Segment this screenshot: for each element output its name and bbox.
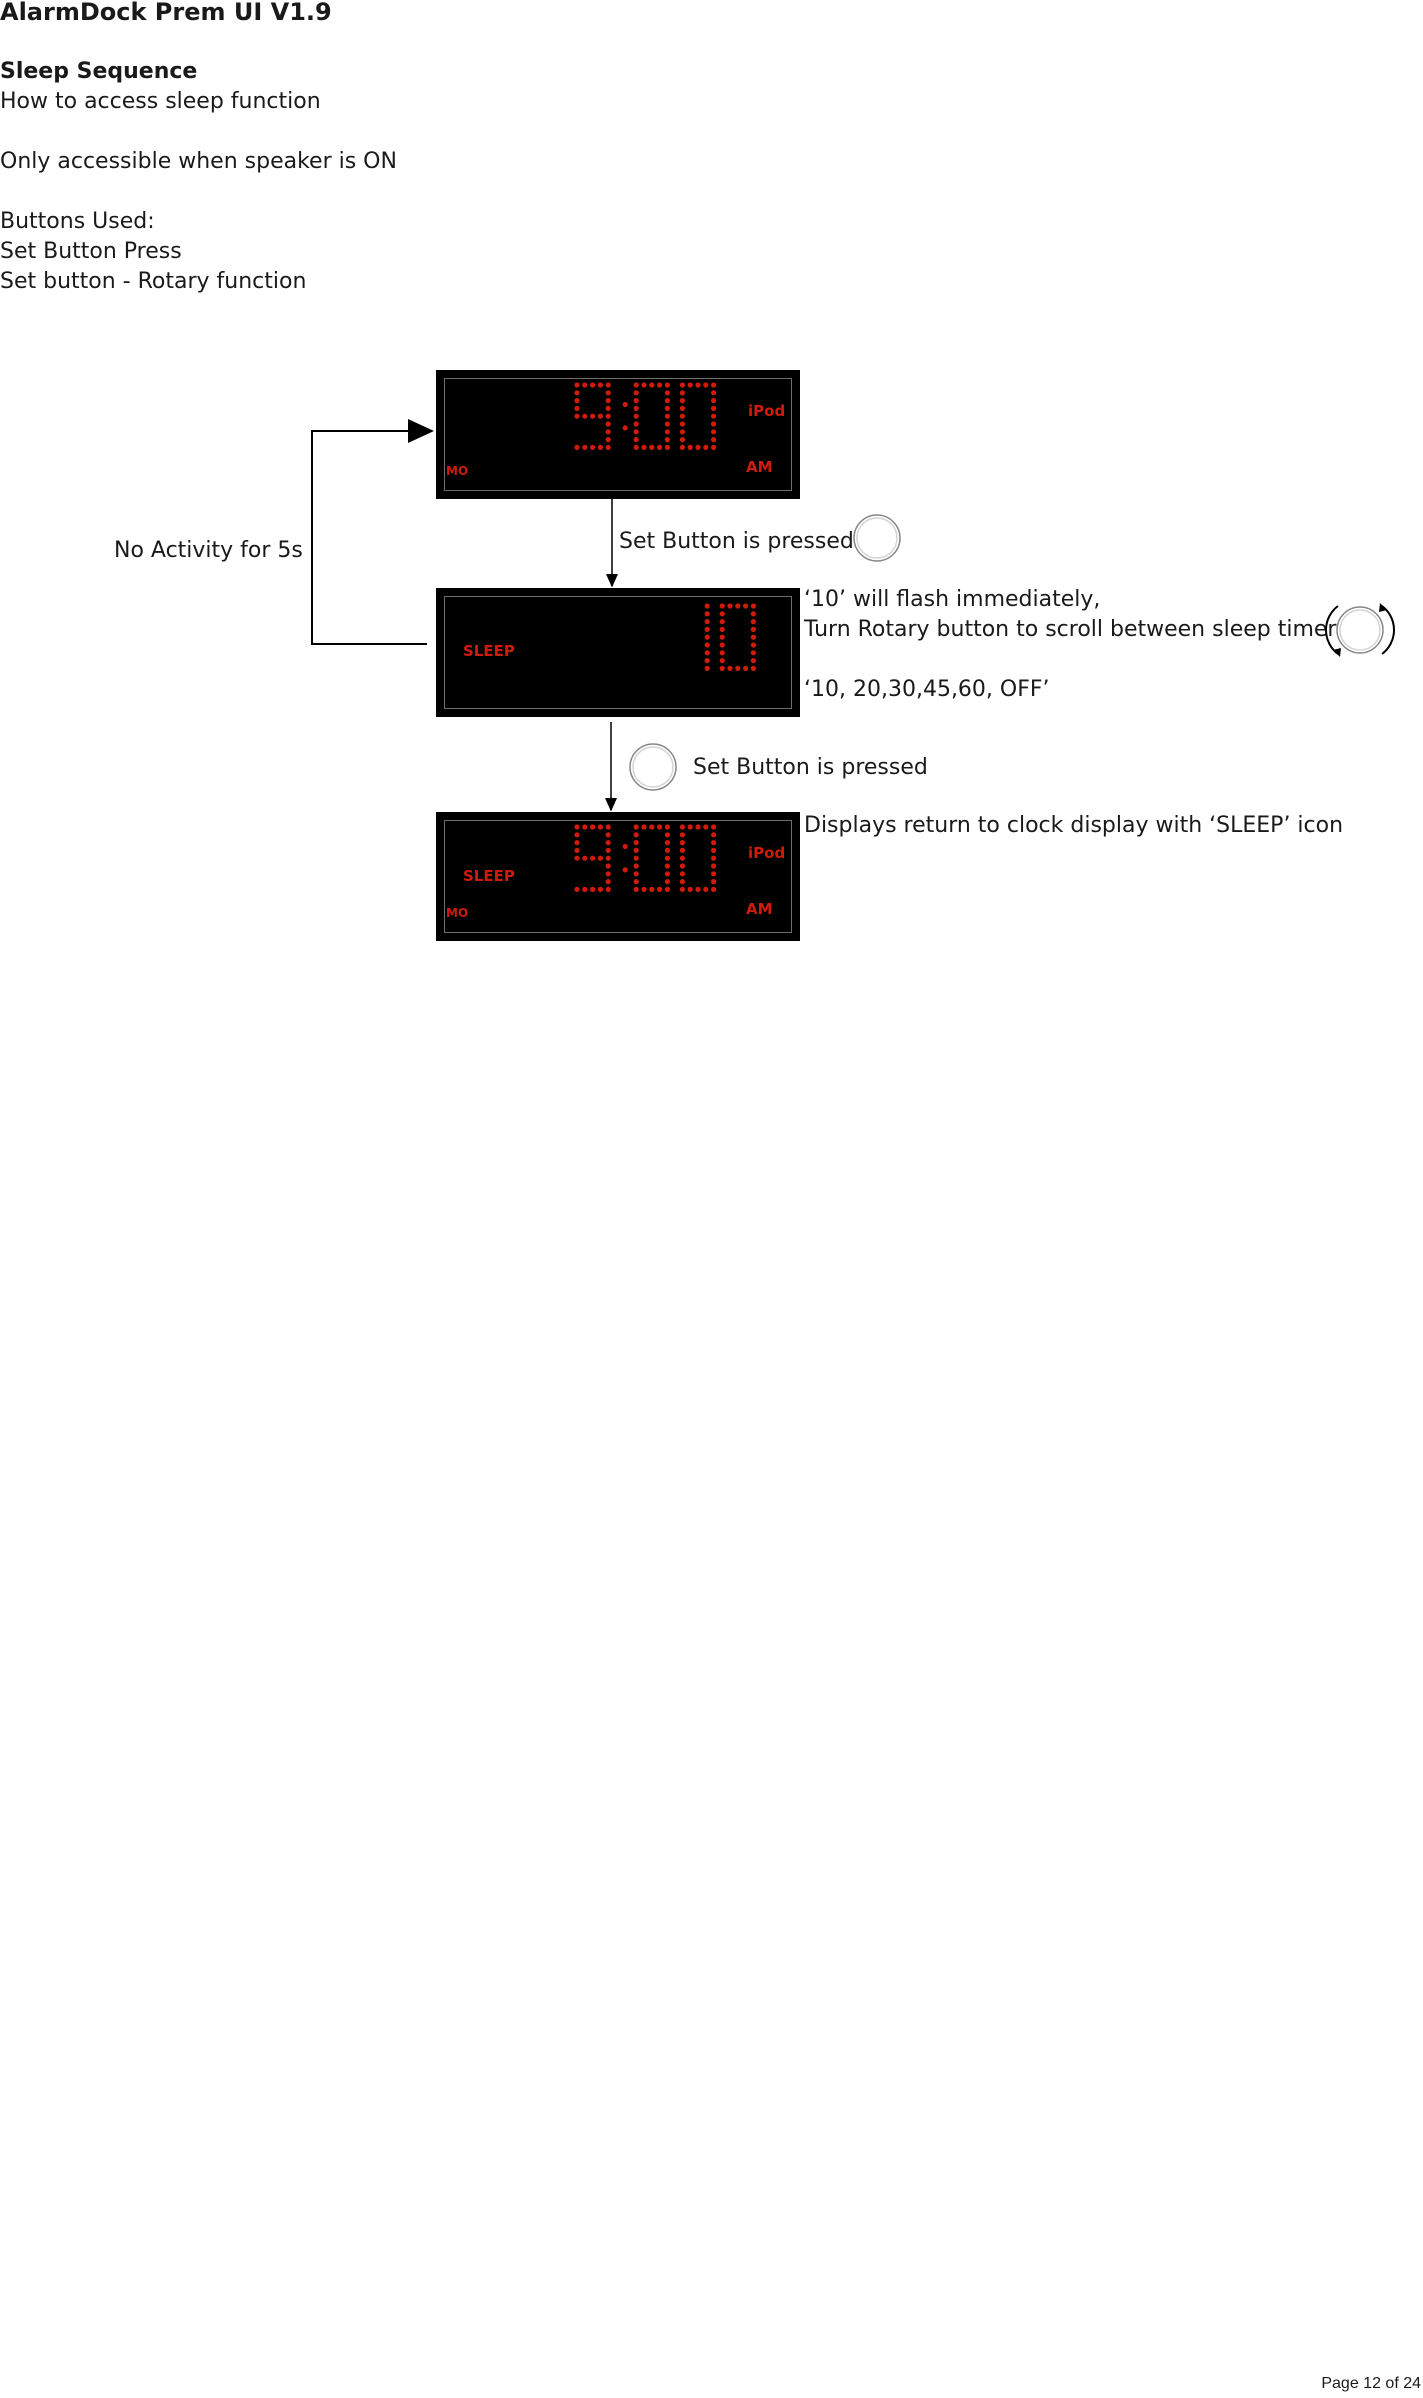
flow-connectors [0,0,1423,1000]
lcd-label-ipod: iPod [748,844,786,862]
result-label: Displays return to clock display with ‘SLEEP’ icon [804,813,1344,838]
step-2-label: Set Button is pressed [693,755,928,780]
lcd-label-am: AM [746,458,773,476]
page-number: Page 12 of 24 [1321,2375,1421,2392]
no-activity-label: No Activity for 5s [114,538,303,563]
buttons-heading: Buttons Used: [0,209,155,234]
lcd-label-sleep: SLEEP [463,867,515,885]
lcd-label-day: MO [446,906,469,920]
lcd-label-day: MO [446,464,469,478]
arrow-timeout-return [312,431,432,644]
set-button-icon [851,512,903,564]
rotary-button-icon [1324,598,1396,662]
lcd-label-ipod: iPod [748,402,786,420]
lcd-label-sleep: SLEEP [463,642,515,660]
section-subtitle: How to access sleep function [0,89,321,114]
flash-instruction-line-2: Turn Rotary button to scroll between sleep timer [804,617,1337,642]
buttons-item-set-press: Set Button Press [0,239,182,264]
step-1-label: Set Button is pressed [619,529,854,554]
access-note: Only accessible when speaker is ON [0,149,397,174]
flash-instruction-line-1: ‘10’ will flash immediately, [804,587,1101,612]
section-title: Sleep Sequence [0,59,198,84]
lcd-label-am: AM [746,900,773,918]
buttons-item-rotary: Set button - Rotary function [0,269,307,294]
sleep-timer-options: ‘10, 20,30,45,60, OFF’ [804,677,1050,702]
set-button-icon [627,741,679,793]
document-title: AlarmDock Prem UI V1.9 [0,0,332,26]
